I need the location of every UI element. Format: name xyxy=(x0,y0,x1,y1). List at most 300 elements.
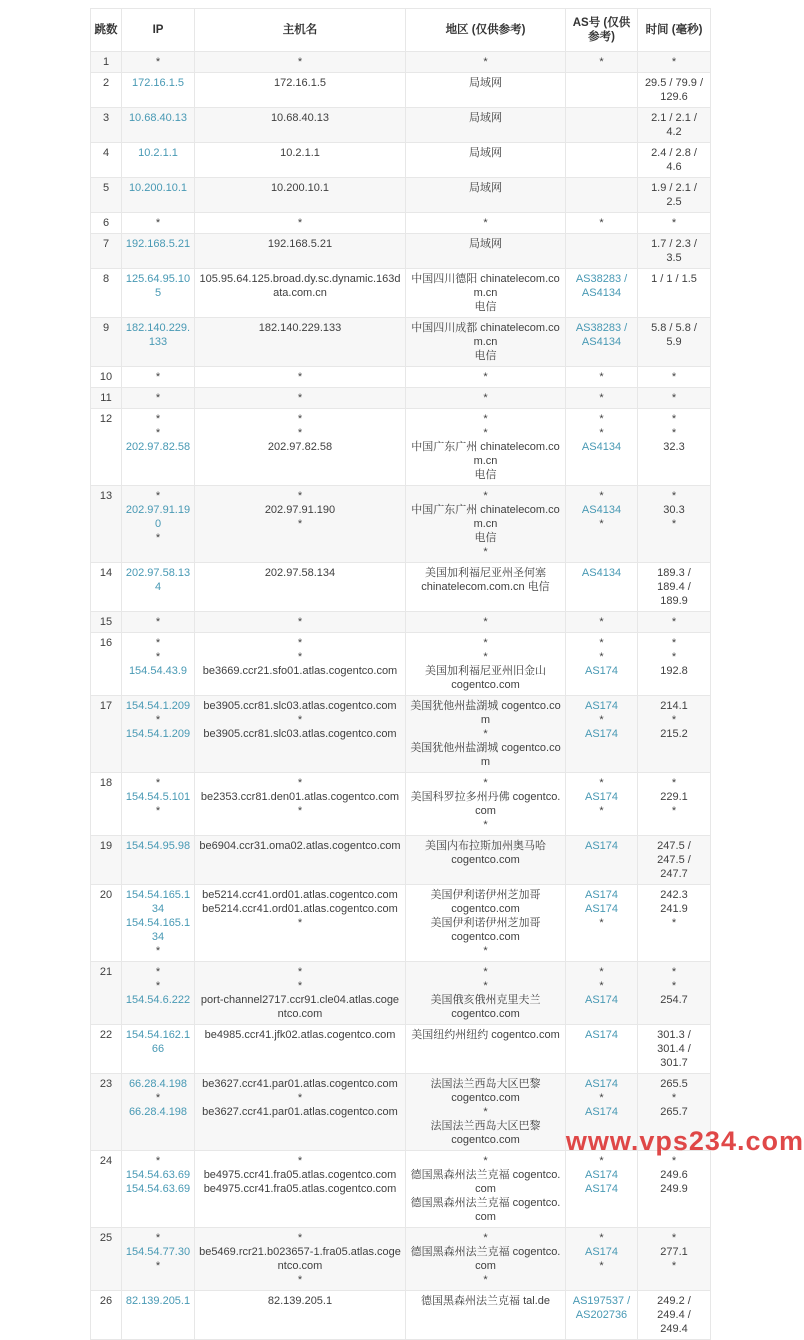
table-row xyxy=(91,367,711,388)
ip-link[interactable]: 154.54.77.30 xyxy=(125,1246,191,1258)
region-text: * xyxy=(483,637,488,649)
cell-hop xyxy=(91,885,122,962)
hop-number: 15 xyxy=(99,616,113,628)
region-text: 德国黑森州法兰克福 cogentco.com xyxy=(410,1169,561,1195)
ip-link[interactable]: 66.28.4.198 xyxy=(128,1106,188,1118)
host-text: * xyxy=(297,371,303,383)
time-text: * xyxy=(671,714,677,726)
ip-link[interactable]: 10.68.40.13 xyxy=(128,112,188,124)
cell-region xyxy=(406,962,566,1025)
ip-link[interactable]: 172.16.1.5 xyxy=(132,77,184,89)
region-text: * xyxy=(483,392,488,404)
region-text: 中国四川德阳 chinatelecom.com.cn xyxy=(411,273,560,299)
hop-number: 12 xyxy=(99,413,113,425)
asn-text: * xyxy=(599,518,604,530)
cell-region xyxy=(406,563,566,612)
region-text: cogentco.com xyxy=(451,1134,520,1146)
cell-ip xyxy=(122,143,195,178)
cell-hop xyxy=(91,1291,122,1340)
ip-link[interactable]: 154.54.165.134 xyxy=(125,889,191,915)
time-text: 2.5 xyxy=(666,196,682,208)
asn-text: * xyxy=(599,427,604,439)
cell-host xyxy=(195,388,406,409)
cell-time xyxy=(638,178,711,213)
cell-time xyxy=(638,409,711,486)
asn-text: * xyxy=(599,980,604,992)
region-text: cogentco.com xyxy=(451,679,520,691)
cell-region xyxy=(406,367,566,388)
region-text: 美国犹他州盐湖城 cogentco.com xyxy=(410,700,561,726)
ip-link[interactable]: 154.54.43.9 xyxy=(128,665,188,677)
table-row xyxy=(91,1025,711,1074)
cell-ip xyxy=(122,1291,195,1340)
cell-region xyxy=(406,1228,566,1291)
ip-text: * xyxy=(155,413,161,425)
time-text: 5.9 xyxy=(666,336,682,348)
host-text: * xyxy=(297,777,303,789)
col-header-time: 时间 (毫秒) xyxy=(638,9,711,52)
region-text: cogentco.com xyxy=(451,854,520,866)
table-row xyxy=(91,143,711,178)
cell-time xyxy=(638,1228,711,1291)
host-text: * xyxy=(297,805,303,817)
cell-time xyxy=(638,486,711,563)
host-text: * xyxy=(297,966,303,978)
ip-link[interactable]: 66.28.4.198 xyxy=(128,1078,188,1090)
host-text: be5214.ccr41.ord01.atlas.cogentco.com xyxy=(202,903,398,915)
time-text: 265.5 xyxy=(660,1078,688,1090)
ip-text: * xyxy=(155,490,161,502)
host-text: 172.16.1.5 xyxy=(274,77,326,89)
asn-link[interactable]: AS4134 xyxy=(581,441,622,453)
time-text: 1.7 / 2.3 / xyxy=(651,238,697,250)
hop-number: 20 xyxy=(99,889,113,901)
asn-text: * xyxy=(599,1092,604,1104)
region-text: 德国黑森州法兰克福 tal.de xyxy=(421,1295,550,1307)
ip-link[interactable]: 154.54.63.69 xyxy=(125,1169,191,1181)
asn-text: * xyxy=(599,392,604,404)
cell-asn xyxy=(566,388,638,409)
region-text: 中国广东广州 chinatelecom.com.cn xyxy=(411,504,560,530)
host-text: be2353.ccr81.den01.atlas.cogentco.com xyxy=(200,791,400,803)
ip-link[interactable]: 154.54.165.134 xyxy=(125,917,191,943)
host-text: 202.97.58.134 xyxy=(264,567,336,579)
asn-link[interactable]: AS174 xyxy=(584,791,619,803)
region-text: * xyxy=(483,1232,488,1244)
host-text: port-channel2717.ccr91.cle04.atlas.cogentco.com xyxy=(200,994,400,1020)
cell-ip xyxy=(122,486,195,563)
time-text: 249.4 xyxy=(660,1323,688,1335)
hop-number: 4 xyxy=(102,147,110,159)
cell-host xyxy=(195,52,406,73)
cell-region xyxy=(406,108,566,143)
cell-time xyxy=(638,269,711,318)
asn-link[interactable]: AS174 xyxy=(584,1246,619,1258)
region-text: 美国犹他州盐湖城 cogentco.com xyxy=(410,742,561,768)
region-text: 美国伊利诺伊州芝加哥 xyxy=(430,917,541,929)
cell-asn xyxy=(566,269,638,318)
asn-text: * xyxy=(599,217,604,229)
time-text: 247.5 / xyxy=(657,854,691,866)
cell-hop xyxy=(91,108,122,143)
time-text: * xyxy=(671,1232,677,1244)
cell-hop xyxy=(91,696,122,773)
host-text: * xyxy=(297,637,303,649)
cell-ip xyxy=(122,1074,195,1151)
time-text: 301.7 xyxy=(660,1057,688,1069)
region-text: 局域网 xyxy=(469,112,502,124)
time-text: 189.3 / xyxy=(657,567,691,579)
table-row xyxy=(91,696,711,773)
hop-number: 8 xyxy=(102,273,110,285)
cell-hop xyxy=(91,563,122,612)
cell-hop xyxy=(91,318,122,367)
cell-host xyxy=(195,178,406,213)
cell-hop xyxy=(91,178,122,213)
cell-time xyxy=(638,234,711,269)
asn-text: * xyxy=(599,616,604,628)
table-row xyxy=(91,73,711,108)
cell-time xyxy=(638,836,711,885)
ip-link[interactable]: 154.54.1.209 xyxy=(125,700,191,712)
cell-ip xyxy=(122,633,195,696)
cell-ip xyxy=(122,367,195,388)
asn-text: * xyxy=(599,371,604,383)
cell-host xyxy=(195,234,406,269)
asn-text: * xyxy=(599,966,604,978)
region-text: 中国广东广州 chinatelecom.com.cn xyxy=(411,441,560,467)
ip-text: * xyxy=(155,392,161,404)
cell-time xyxy=(638,696,711,773)
region-text: cogentco.com xyxy=(451,931,520,943)
host-text: 105.95.64.125.broad.dy.sc.dynamic.163data.com.cn xyxy=(199,273,401,299)
asn-link[interactable]: AS174 xyxy=(584,1106,619,1118)
host-text: 10.2.1.1 xyxy=(280,147,320,159)
cell-region xyxy=(406,388,566,409)
ip-text: * xyxy=(155,616,161,628)
region-text: * xyxy=(483,371,488,383)
ip-link[interactable]: 154.54.95.98 xyxy=(125,840,191,852)
region-text: * xyxy=(483,819,488,831)
cell-ip xyxy=(122,773,195,836)
host-text: be5214.ccr41.ord01.atlas.cogentco.com xyxy=(202,889,398,901)
time-text: 4.2 xyxy=(666,126,682,138)
ip-text: * xyxy=(155,217,161,229)
ip-text: * xyxy=(155,805,161,817)
cell-region xyxy=(406,773,566,836)
cell-time xyxy=(638,773,711,836)
asn-link[interactable]: AS4134 xyxy=(581,336,622,348)
cell-host xyxy=(195,318,406,367)
table-row xyxy=(91,108,711,143)
cell-asn xyxy=(566,1291,638,1340)
region-text: * xyxy=(483,427,488,439)
asn-link[interactable]: AS197537 / xyxy=(572,1295,631,1307)
table-row xyxy=(91,1228,711,1291)
cell-asn xyxy=(566,486,638,563)
cell-asn xyxy=(566,1228,638,1291)
region-text: * xyxy=(483,217,488,229)
asn-link[interactable]: AS174 xyxy=(584,665,619,677)
hop-number: 23 xyxy=(99,1078,113,1090)
table-row xyxy=(91,885,711,962)
region-text: 美国加利福尼亚州旧金山 xyxy=(425,665,546,677)
hop-number: 13 xyxy=(99,490,113,502)
host-text: * xyxy=(297,518,303,530)
host-text: * xyxy=(297,413,303,425)
region-text: * xyxy=(483,945,488,957)
cell-ip xyxy=(122,612,195,633)
host-text: be4975.ccr41.fra05.atlas.cogentco.com xyxy=(203,1183,397,1195)
region-text: * xyxy=(483,490,488,502)
host-text: 10.68.40.13 xyxy=(270,112,330,124)
cell-region xyxy=(406,1151,566,1228)
cell-asn xyxy=(566,318,638,367)
cell-region xyxy=(406,836,566,885)
time-text: * xyxy=(671,413,677,425)
time-text: 1 / 1 / 1.5 xyxy=(651,273,697,285)
cell-region xyxy=(406,213,566,234)
cell-host xyxy=(195,563,406,612)
region-text: 美国加利福尼亚州圣何塞 xyxy=(425,567,546,579)
cell-ip xyxy=(122,52,195,73)
ip-link[interactable]: 154.54.162.166 xyxy=(125,1029,191,1055)
cell-asn xyxy=(566,836,638,885)
ip-text: * xyxy=(155,1260,161,1272)
region-text: 法国法兰西岛大区巴黎 xyxy=(430,1078,541,1090)
time-text: * xyxy=(671,917,677,929)
region-text: * xyxy=(483,56,488,68)
hop-number: 1 xyxy=(102,56,110,68)
asn-link[interactable]: AS38283 / xyxy=(575,273,628,285)
region-text: 美国纽约州纽约 cogentco.com xyxy=(411,1029,560,1041)
region-text: * xyxy=(483,966,488,978)
time-text: 192.8 xyxy=(660,665,688,677)
cell-host xyxy=(195,143,406,178)
cell-host xyxy=(195,213,406,234)
cell-asn xyxy=(566,143,638,178)
ip-link[interactable]: 192.168.5.21 xyxy=(125,238,191,250)
time-text: 215.2 xyxy=(660,728,688,740)
host-text: * xyxy=(297,56,303,68)
region-text: cogentco.com xyxy=(451,1008,520,1020)
time-text: 301.4 / xyxy=(657,1043,691,1055)
cell-time xyxy=(638,367,711,388)
ip-link[interactable]: 154.54.1.209 xyxy=(125,728,191,740)
table-row xyxy=(91,1291,711,1340)
time-text: 5.8 / 5.8 / xyxy=(651,322,697,334)
cell-hop xyxy=(91,388,122,409)
table-header xyxy=(91,9,711,52)
col-header-region: 地区 (仅供参考) xyxy=(406,9,566,52)
table-row xyxy=(91,633,711,696)
asn-link[interactable]: AS174 xyxy=(584,1078,619,1090)
ip-text: * xyxy=(155,980,161,992)
hop-number: 17 xyxy=(99,700,113,712)
region-text: 电信 xyxy=(474,532,497,544)
asn-link[interactable]: AS174 xyxy=(584,728,619,740)
ip-text: * xyxy=(155,651,161,663)
ip-text: * xyxy=(155,777,161,789)
asn-link[interactable]: AS174 xyxy=(584,889,619,901)
cell-host xyxy=(195,962,406,1025)
col-header-asn: AS号 (仅供参考) xyxy=(566,9,638,52)
time-text: 265.7 xyxy=(660,1106,688,1118)
cell-ip xyxy=(122,318,195,367)
col-header-hop: 跳数 xyxy=(91,9,122,52)
hop-number: 7 xyxy=(102,238,110,250)
time-text: * xyxy=(671,616,677,628)
cell-asn xyxy=(566,773,638,836)
asn-link[interactable]: AS174 xyxy=(584,994,619,1006)
watermark: www.vps234.com xyxy=(565,1126,804,1156)
cell-ip xyxy=(122,234,195,269)
cell-time xyxy=(638,612,711,633)
ip-text: * xyxy=(155,532,161,544)
hop-number: 24 xyxy=(99,1155,113,1167)
ip-link[interactable]: 10.2.1.1 xyxy=(138,147,178,159)
host-text: 10.200.10.1 xyxy=(270,182,330,194)
cell-hop xyxy=(91,1151,122,1228)
cell-asn xyxy=(566,1074,638,1151)
ip-link[interactable]: 182.140.229.133 xyxy=(125,322,191,348)
time-text: 32.3 xyxy=(663,441,685,453)
cell-asn xyxy=(566,1151,638,1228)
asn-text: * xyxy=(599,1232,604,1244)
cell-time xyxy=(638,962,711,1025)
ip-link[interactable]: 202.97.91.190 xyxy=(125,504,191,530)
ip-link[interactable]: 10.200.10.1 xyxy=(128,182,188,194)
cell-asn xyxy=(566,213,638,234)
host-text: be4975.ccr41.fra05.atlas.cogentco.com xyxy=(203,1169,397,1181)
region-text: 德国黑森州法兰克福 cogentco.com xyxy=(410,1197,561,1223)
time-text: * xyxy=(671,518,677,530)
cell-ip xyxy=(122,108,195,143)
asn-link[interactable]: AS38283 / xyxy=(575,322,628,334)
time-text: 129.6 xyxy=(660,91,688,103)
cell-ip xyxy=(122,1151,195,1228)
asn-link[interactable]: AS174 xyxy=(584,1029,619,1041)
asn-text: * xyxy=(599,637,604,649)
time-text: 249.4 / xyxy=(657,1309,691,1321)
asn-text: * xyxy=(599,917,604,929)
host-text: 202.97.82.58 xyxy=(267,441,333,453)
asn-link[interactable]: AS174 xyxy=(584,700,619,712)
asn-link[interactable]: AS174 xyxy=(584,1169,619,1181)
table-row xyxy=(91,269,711,318)
hop-number: 11 xyxy=(100,392,112,404)
cell-host xyxy=(195,108,406,143)
time-text: 301.3 / xyxy=(657,1029,691,1041)
cell-time xyxy=(638,213,711,234)
asn-link[interactable]: AS4134 xyxy=(581,504,622,516)
cell-time xyxy=(638,633,711,696)
region-text: 局域网 xyxy=(469,182,502,194)
host-text: * xyxy=(297,392,303,404)
ip-link[interactable]: 154.54.6.222 xyxy=(125,994,191,1006)
region-text: * xyxy=(483,546,488,558)
host-text: be3627.ccr41.par01.atlas.cogentco.com xyxy=(202,1106,398,1118)
table-row xyxy=(91,409,711,486)
cell-ip xyxy=(122,563,195,612)
time-text: 242.3 xyxy=(660,889,688,901)
hop-number: 14 xyxy=(99,567,113,579)
cell-region xyxy=(406,885,566,962)
asn-text: * xyxy=(599,714,604,726)
asn-link[interactable]: AS202736 xyxy=(575,1309,628,1321)
time-text: 241.9 xyxy=(660,903,688,915)
ip-link[interactable]: 125.64.95.105 xyxy=(125,273,191,299)
cell-region xyxy=(406,633,566,696)
host-text: * xyxy=(297,1232,303,1244)
time-text: * xyxy=(671,777,677,789)
cell-asn xyxy=(566,962,638,1025)
time-text: 189.9 xyxy=(660,595,688,607)
time-text: 249.2 / xyxy=(657,1295,691,1307)
ip-link[interactable]: 82.139.205.1 xyxy=(125,1295,191,1307)
cell-region xyxy=(406,269,566,318)
asn-text: * xyxy=(599,1155,604,1167)
cell-ip xyxy=(122,1228,195,1291)
cell-region xyxy=(406,178,566,213)
region-text: * xyxy=(483,651,488,663)
asn-link[interactable]: AS174 xyxy=(584,840,619,852)
cell-asn xyxy=(566,696,638,773)
cell-region xyxy=(406,234,566,269)
ip-text: * xyxy=(155,637,161,649)
cell-host xyxy=(195,409,406,486)
ip-link[interactable]: 202.97.58.134 xyxy=(125,567,191,593)
hop-number: 16 xyxy=(99,637,113,649)
host-text: 182.140.229.133 xyxy=(258,322,342,334)
asn-link[interactable]: AS4134 xyxy=(581,287,622,299)
host-text: be4985.ccr41.jfk02.atlas.cogentco.com xyxy=(204,1029,396,1041)
hop-number: 26 xyxy=(99,1295,113,1307)
host-text: 192.168.5.21 xyxy=(267,238,333,250)
ip-link[interactable]: 202.97.82.58 xyxy=(125,441,191,453)
ip-text: * xyxy=(155,371,161,383)
cell-host xyxy=(195,836,406,885)
region-text: * xyxy=(483,1274,488,1286)
cell-asn xyxy=(566,52,638,73)
time-text: * xyxy=(671,980,677,992)
region-text: 局域网 xyxy=(469,77,502,89)
ip-link[interactable]: 154.54.63.69 xyxy=(125,1183,191,1195)
region-text: 电信 xyxy=(474,469,497,481)
hop-number: 2 xyxy=(102,77,110,89)
time-text: * xyxy=(671,427,677,439)
cell-ip xyxy=(122,388,195,409)
time-text: 214.1 xyxy=(660,700,688,712)
time-text: * xyxy=(671,637,677,649)
asn-link[interactable]: AS174 xyxy=(584,1183,619,1195)
asn-link[interactable]: AS174 xyxy=(584,903,619,915)
ip-link[interactable]: 154.54.5.101 xyxy=(125,791,191,803)
time-text: * xyxy=(671,1092,677,1104)
time-text: * xyxy=(671,371,677,383)
host-text: * xyxy=(297,217,303,229)
host-text: * xyxy=(297,1274,303,1286)
cell-hop xyxy=(91,962,122,1025)
cell-host xyxy=(195,773,406,836)
col-header-ip: IP xyxy=(122,9,195,52)
cell-time xyxy=(638,563,711,612)
table-row xyxy=(91,773,711,836)
asn-link[interactable]: AS4134 xyxy=(581,567,622,579)
cell-host xyxy=(195,1291,406,1340)
cell-ip xyxy=(122,409,195,486)
table-row xyxy=(91,612,711,633)
